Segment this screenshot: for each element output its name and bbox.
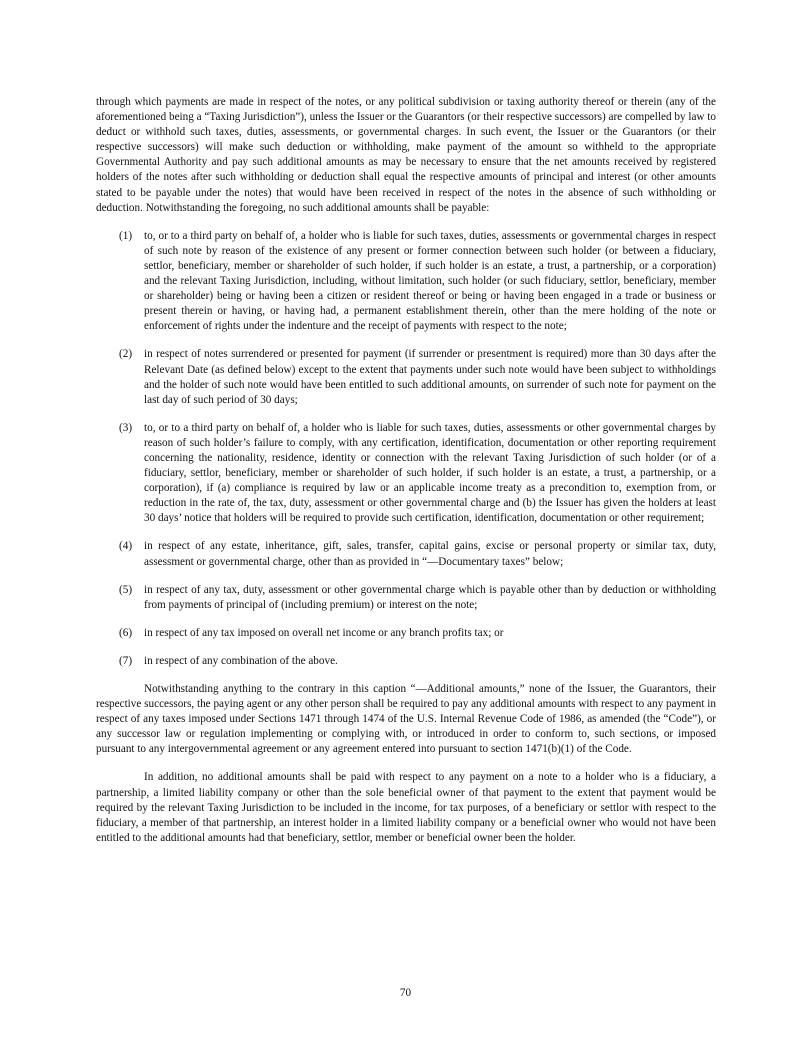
list-item-text: to, or to a third party on behalf of, a holder who is liable for such taxes, duties, assessments or governmental charges in respect of such note by reason of the existence of any present or former connection between such holder (or between a fiduciary, settlor, beneficiary, member or shareholder of such holder, if such holder is an estate, a trust, a partnership, or a corporation) and the relevant Taxing Jurisdiction, including, without limitation, such holder (or such fiduciary, settlor, beneficiary, member or shareholder) being or having been a citizen or resident thereof or being or having been engaged in a trade or business or present therein or having, or having had, a permanent establishment therein, other than the mere holding of the note or enforcement of rights under the indenture and the receipt of payments with respect to the note; <box>144 229 716 333</box>
list-item-text: in respect of any tax imposed on overall net income or any branch profits tax; or <box>144 626 504 639</box>
list-item <box>96 229 716 335</box>
list-item <box>96 583 716 613</box>
list-item <box>96 626 716 641</box>
list-item-text: to, or to a third party on behalf of, a holder who is liable for such taxes, duties, assessments or other governmental charges by reason of such holder’s failure to comply, with any certification, identification, documentation or other reporting requirement concerning the nationality, residence, identity or connection with the relevant Taxing Jurisdiction of such holder (or of a fiduciary, settlor, beneficiary, member or shareholder of such holder, if such holder is an estate, a trust, a partnership, or a corporation), if (a) compliance is required by law or an applicable income treaty as a precondition to, exemption from, or reduction in the rate of, the tax, duty, assessment or other governmental charge and (b) the Issuer has given the holders at least 30 days’ notice that holders will be required to provide such certification, identification, documentation or other requirement; <box>144 421 716 525</box>
intro-paragraph: through which payments are made in respect of the notes, or any political subdivision or taxing authority thereof or therein (any of the aforementioned being a “Taxing Jurisdiction”), unless the Issuer or the Guarantors (or their respective successors) are compelled by law to deduct or withhold such taxes, duties, assessments, or governmental charges. In such event, the Issuer or the Guarantors (or their respective successors) will make such deduction or withholding, make payment of the amount so withheld to the appropriate Governmental Authority and pay such additional amounts as may be necessary to ensure that the net amounts received by registered holders of the notes after such withholding or deduction shall equal the respective amounts of principal and interest (or other amounts stated to be payable under the notes) that would have been received in respect of the notes in the absence of such withholding or deduction. Notwithstanding the foregoing, no such additional amounts shall be payable: <box>96 96 716 214</box>
document-body <box>96 95 716 859</box>
fiduciary-paragraph: In addition, no additional amounts shall be paid with respect to any payment on a note to a holder who is a fiduciary, a partnership, a limited liability company or other than the sole beneficial owner of that payment to the extent that payment would be required by the relevant Taxing Jurisdiction to be included in the income, for tax purposes, of a beneficiary or settlor with respect to the fiduciary, a member of that partnership, an interest holder in a limited liability company or a beneficial owner who would not have been entitled to the additional amounts had that beneficiary, settlor, member or beneficial owner been the holder. <box>96 771 716 844</box>
list-item-text: in respect of any combination of the above. <box>144 654 338 667</box>
exceptions-list <box>96 229 716 669</box>
list-item-number: (3) <box>119 421 133 434</box>
list-item-text: in respect of any tax, duty, assessment or other governmental charge which is payable other than by deduction or withholding from payments of principal of (including premium) or interest on the note; <box>144 583 716 611</box>
list-item-text: in respect of notes surrendered or presented for payment (if surrender or presentment is required) more than 30 days after the Relevant Date (as defined below) except to the extent that payments under such note would have been subject to withholdings and the holder of such note would have been entitled to such additional amounts, on surrender of such note for payment on the last day of such period of 30 days; <box>144 348 716 406</box>
page-number: 70 <box>399 987 412 999</box>
list-item <box>96 654 716 669</box>
list-item <box>96 539 716 569</box>
list-item-number: (1) <box>119 229 133 242</box>
list-item-number: (6) <box>119 626 133 639</box>
list-item-number: (5) <box>119 583 133 596</box>
fatca-paragraph: Notwithstanding anything to the contrary in this caption “—Additional amounts,” none of the Issuer, the Guarantors, their respective successors, the paying agent or any other person shall be required to pay any additional amounts with respect to any payment in respect of any taxes imposed under Sections 1471 through 1474 of the U.S. Internal Revenue Code of 1986, as amended (the “Code”), or any successor law or regulation implementing or complying with, or introduced in order to conform to, such sections, or imposed pursuant to any intergovernmental agreement or any agreement entered into pursuant to section 1471(b)(1) of the Code. <box>96 683 716 756</box>
list-item-number: (4) <box>119 540 133 553</box>
list-item <box>96 421 716 527</box>
list-item-number: (7) <box>119 654 133 667</box>
list-item-text: in respect of any estate, inheritance, gift, sales, transfer, capital gains, excise or personal property or similar tax, duty, assessment or governmental charge, other than as provided in “—Documentary taxes” below; <box>144 540 716 568</box>
list-item-number: (2) <box>119 348 133 361</box>
list-item <box>96 347 716 407</box>
